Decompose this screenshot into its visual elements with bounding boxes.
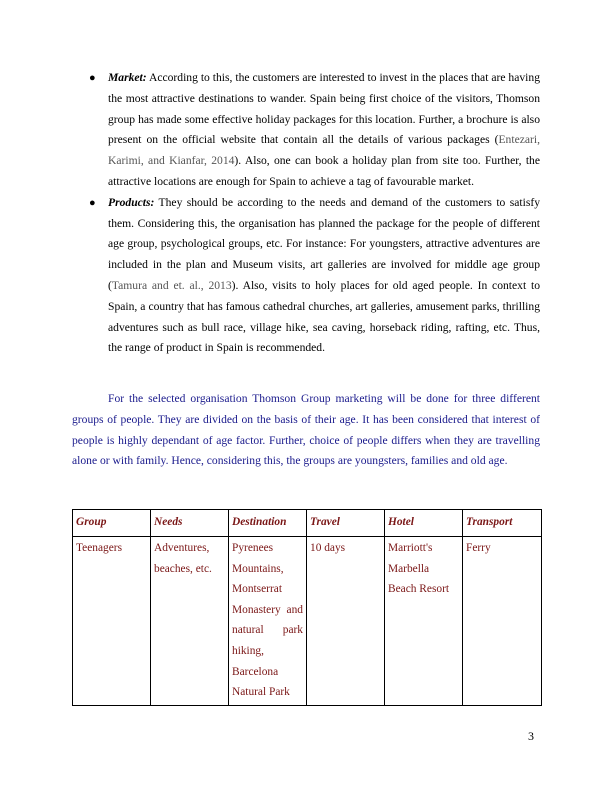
header-travel: Travel	[307, 510, 385, 537]
cell-destination: Pyrenees Mountains, Montserrat Monastery and natural park hiking, Barcelona Natural Park	[229, 537, 307, 706]
bullet-text: According to this, the customers are interested to invest in the places that are having the most attractive destinations to wander. Spain being first choice of the visitors, Thomson group has made some effective holiday packages for this location. Further, a brochure is also present on the official website that contain all the details of various packages (	[108, 71, 540, 147]
header-group: Group	[73, 510, 151, 537]
bullet-item-products	[89, 193, 540, 359]
cell-transport: Ferry	[463, 537, 542, 706]
cell-hotel: Marriott's Marbella Beach Resort	[385, 537, 463, 706]
page-number: 3	[528, 729, 534, 743]
bullet-text: They should be according to the needs and demand of the customers to satisfy them. Considering this, the organisation has planned the package for the people of different age group, psychological groups, etc. For instance: For youngsters, attractive adventures are included in the plan and Museum visits, art galleries are involved for middle age group (	[108, 195, 540, 292]
header-destination: Destination	[229, 510, 307, 537]
citation: Tamura and et. al., 2013	[111, 278, 232, 292]
bullet-lead: Products:	[108, 195, 155, 209]
body-paragraph: For the selected organisation Thomson Group marketing will be done for three different groups of people. They are divided on the basis of their age. It has been considered that interest of people is highly dependant of age factor. Further, choice of people differs when they are travelling alone or with family. Hence, considering this, the groups are youngsters, families and old age.	[72, 392, 540, 468]
holiday-plan-table	[72, 509, 542, 706]
header-hotel: Hotel	[385, 510, 463, 537]
cell-needs: Adventures, beaches, etc.	[151, 537, 229, 706]
bullet-icon: ●	[89, 72, 96, 84]
header-transport: Transport	[463, 510, 542, 537]
cell-travel: 10 days	[307, 537, 385, 706]
header-needs: Needs	[151, 510, 229, 537]
cell-group: Teenagers	[73, 537, 151, 706]
bullet-lead: Market:	[108, 71, 147, 84]
table-row	[73, 537, 542, 706]
bullet-list	[89, 68, 540, 359]
bullet-item-market	[89, 68, 540, 193]
bullet-text-after: ). Also, one can book a holiday plan from site too. Further, the attractive locations are enough for Spain to achieve a tag of favourable market.	[108, 154, 540, 188]
bullet-text-after: ). Also, visits to holy places for old aged people. In context to Spain, a country that has famous cathedral churches, art galleries, amusement parks, thrilling adventures such as bull race, village hike, sea caving, horseback riding, rafting, etc. Thus, the range of product in Spain is recommended.	[108, 278, 540, 355]
bullet-icon: ●	[89, 196, 96, 209]
table-header-row	[73, 510, 542, 537]
citation: Entezari, Karimi, and Kianfar, 2014	[108, 133, 540, 168]
